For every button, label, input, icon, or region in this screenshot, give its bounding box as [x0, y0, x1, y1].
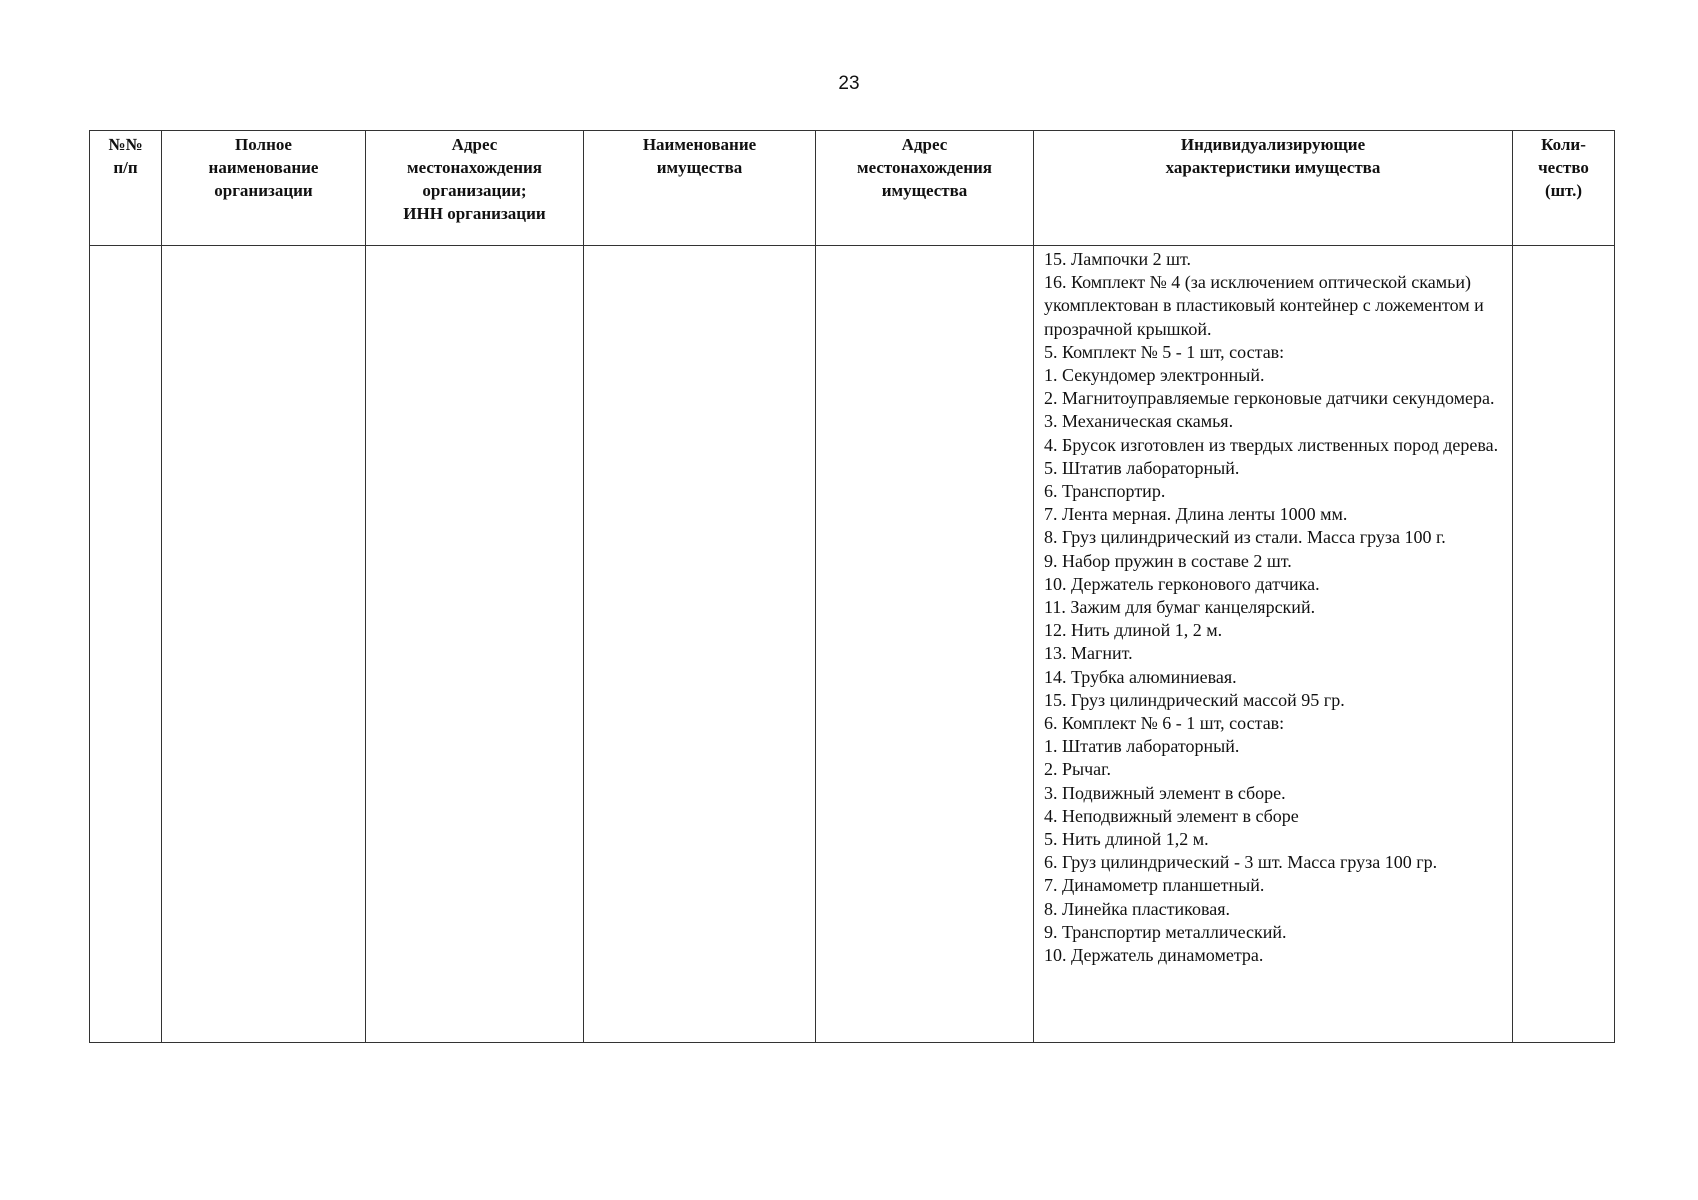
- characteristic-line: 1. Штатив лабораторный.: [1044, 736, 1240, 757]
- characteristic-line: 5. Штатив лабораторный.: [1044, 457, 1240, 478]
- table-header-row: [90, 131, 1615, 246]
- characteristic-line: 10. Держатель герконового датчика.: [1044, 573, 1320, 594]
- property-table: [89, 130, 1615, 1043]
- characteristic-line: 11. Зажим для бумаг канцелярский.: [1044, 597, 1316, 618]
- characteristic-line: 8. Линейка пластиковая.: [1044, 898, 1231, 919]
- header-number: №№ п/п: [90, 131, 162, 246]
- characteristic-line: 3. Подвижный элемент в сборе.: [1044, 782, 1286, 803]
- header-characteristics: Индивидуализирующие характеристики имущества: [1034, 131, 1513, 246]
- cell-org-name: [162, 246, 366, 1043]
- characteristic-line: 5. Комплект № 5 - 1 шт, состав:: [1044, 341, 1285, 362]
- characteristic-line: 1. Секундомер электронный.: [1044, 365, 1265, 386]
- characteristic-line: 15. Груз цилиндрический массой 95 гр.: [1044, 689, 1345, 710]
- cell-number: [90, 246, 162, 1043]
- header-org-address: Адрес местонахождения организации; ИНН организации: [366, 131, 584, 246]
- characteristic-line: 6. Транспортир.: [1044, 481, 1166, 502]
- characteristic-line: 9. Набор пружин в составе 2 шт.: [1044, 550, 1292, 571]
- characteristic-line: 4. Брусок изготовлен из твердых лиственных пород дерева.: [1044, 434, 1499, 455]
- characteristic-line: 14. Трубка алюминиевая.: [1044, 666, 1237, 687]
- characteristic-line: 7. Динамометр планшетный.: [1044, 875, 1265, 896]
- header-property-address: Адрес местонахождения имущества: [816, 131, 1034, 246]
- characteristic-line: 6. Комплект № 6 - 1 шт, состав:: [1044, 713, 1285, 734]
- characteristic-line: 12. Нить длиной 1, 2 м.: [1044, 620, 1223, 641]
- table-row: [90, 246, 1615, 1043]
- characteristic-line: 8. Груз цилиндрический из стали. Масса груза 100 г.: [1044, 527, 1446, 548]
- characteristic-line: 5. Нить длиной 1,2 м.: [1044, 829, 1209, 850]
- characteristic-line: 10. Держатель динамометра.: [1044, 945, 1264, 966]
- header-property-name: Наименование имущества: [584, 131, 816, 246]
- characteristics-list: [1034, 246, 1512, 967]
- cell-property-address: [816, 246, 1034, 1043]
- cell-property-name: [584, 246, 816, 1043]
- characteristic-line: 13. Магнит.: [1044, 643, 1133, 664]
- cell-quantity: [1513, 246, 1615, 1043]
- characteristic-line: 6. Груз цилиндрический - 3 шт. Масса груза 100 гр.: [1044, 852, 1438, 873]
- characteristic-line: 16. Комплект № 4 (за исключением оптической скамьи) укомплектован в пластиковый контейнер с ложементом и прозрачной крышкой.: [1044, 272, 1484, 339]
- characteristic-line: 4. Неподвижный элемент в сборе: [1044, 805, 1299, 826]
- cell-org-address: [366, 246, 584, 1043]
- header-quantity: Коли- чество (шт.): [1513, 131, 1615, 246]
- characteristic-line: 9. Транспортир металлический.: [1044, 921, 1287, 942]
- characteristic-line: 3. Механическая скамья.: [1044, 411, 1234, 432]
- header-org-name: Полное наименование организации: [162, 131, 366, 246]
- characteristic-line: 7. Лента мерная. Длина ленты 1000 мм.: [1044, 504, 1348, 525]
- page-number: 23: [838, 73, 860, 94]
- characteristic-line: 2. Рычаг.: [1044, 759, 1111, 780]
- characteristic-line: 2. Магнитоуправляемые герконовые датчики секундомера.: [1044, 388, 1495, 409]
- cell-characteristics: [1034, 246, 1513, 1043]
- characteristic-line: 15. Лампочки 2 шт.: [1044, 249, 1192, 269]
